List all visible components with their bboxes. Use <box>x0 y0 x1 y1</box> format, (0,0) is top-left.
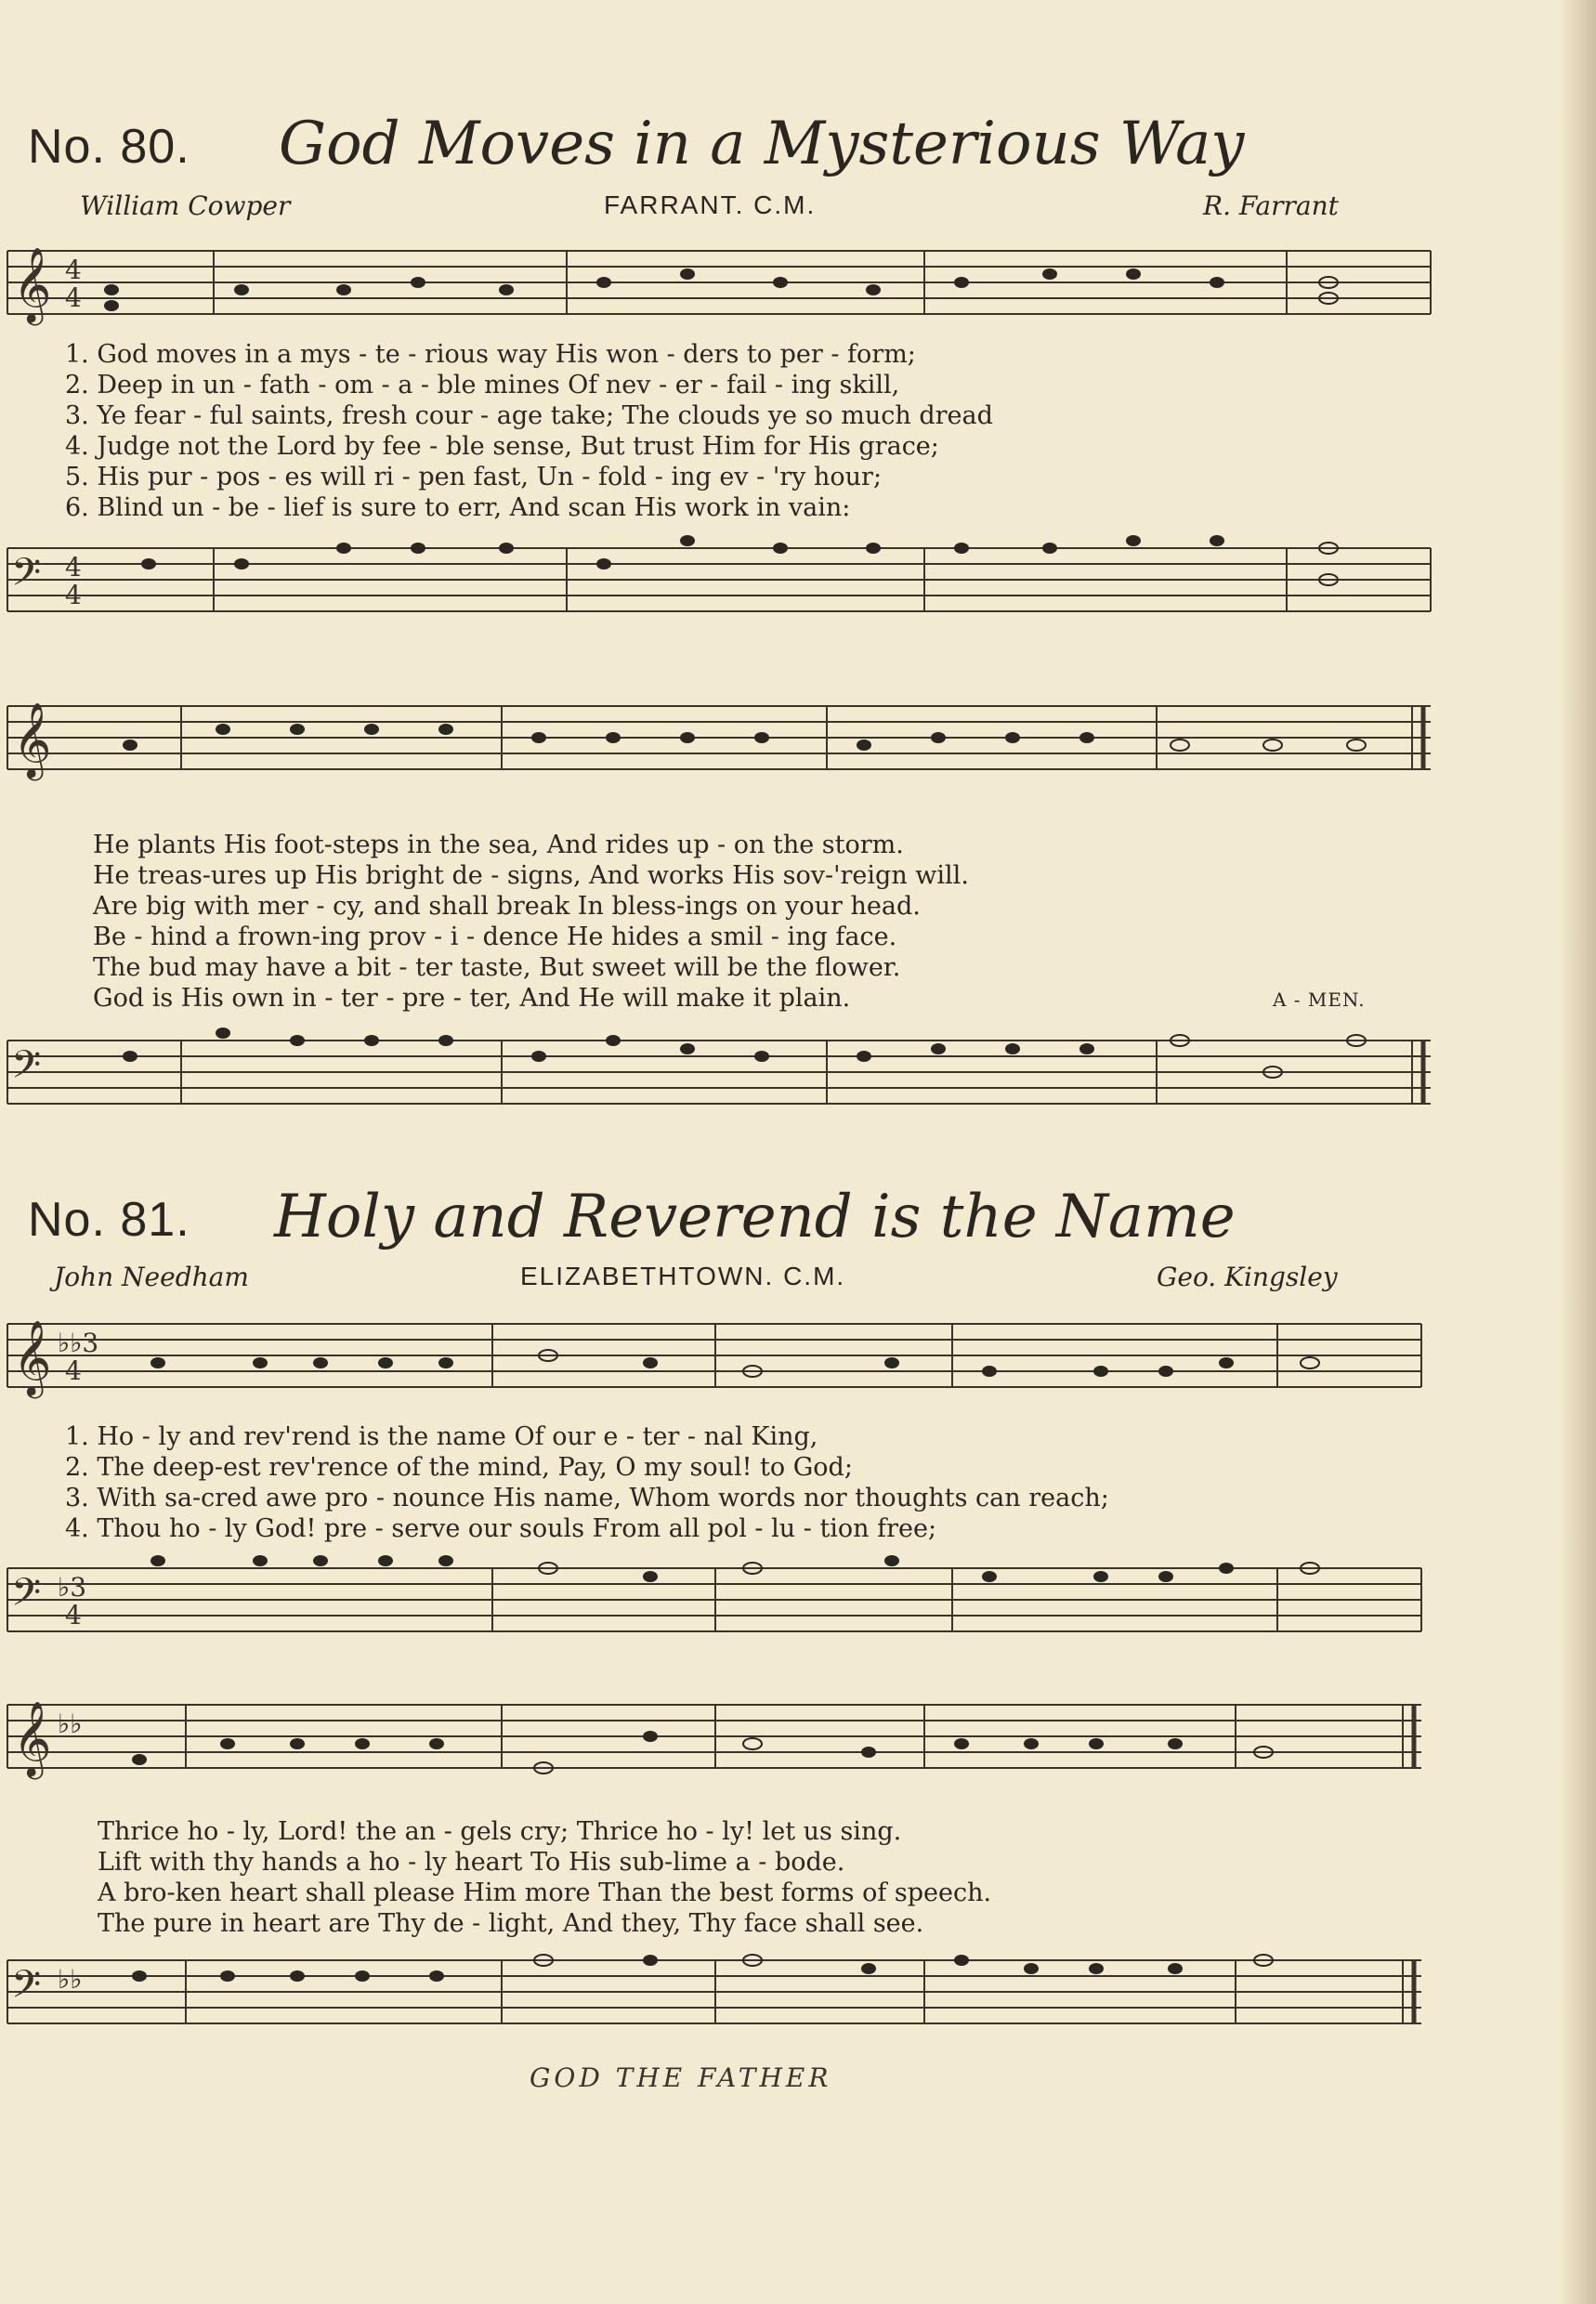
hymn-80-bass-staff-2 <box>0 1022 1596 1133</box>
verse-line: Lift with thy hands a ho - ly heart To His sub-lime a - bode. <box>98 1848 845 1877</box>
svg-text:♭3: ♭3 <box>58 1572 87 1603</box>
svg-text:4: 4 <box>65 282 82 313</box>
verse-line: He treas-ures up His bright de - signs, And works His sov-'reign will. <box>93 861 969 890</box>
hymn-81-title: Holy and Reverend is the Name <box>274 1183 1236 1251</box>
hymn-80-author: William Cowper <box>80 190 291 221</box>
verse-line: 4. Thou ho - ly God! pre - serve our souls From all pol - lu - tion free; <box>65 1514 937 1543</box>
hymn-81-treble-staff-2 <box>0 1686 1596 1807</box>
verse-line: 5. His pur - pos - es will ri - pen fast, Un - fold - ing ev - 'ry hour; <box>65 463 883 491</box>
hymn-80-verses-part-2 <box>93 830 969 1014</box>
hymn-81-verses-part-2 <box>98 1816 991 1939</box>
hymn-81-treble-staff-1 <box>0 1305 1596 1417</box>
svg-text:𝄢: 𝄢 <box>11 550 42 604</box>
verse-line: 6. Blind un - be - lief is sure to err, And scan His work in vain: <box>65 493 851 522</box>
svg-text:4: 4 <box>65 255 82 285</box>
svg-text:4: 4 <box>65 1600 82 1630</box>
hymn-81-number: No. 81. <box>28 1193 190 1247</box>
hymn-80-number: No. 80. <box>28 120 190 174</box>
hymn-81-bass-staff-2 <box>0 1942 1596 2053</box>
hymn-81-bass-staff-1 <box>0 1550 1596 1661</box>
hymn-81-author: John Needham <box>54 1262 249 1292</box>
hymn-80-treble-staff-2 <box>0 687 1596 808</box>
verse-line: He plants His foot-steps in the sea, And rides up - on the storm. <box>93 831 904 859</box>
hymn-80-bass-staff-1 <box>0 530 1596 641</box>
hymn-80-verses-part-1 <box>65 339 993 523</box>
hymn-80-tune: FARRANT. C.M. <box>604 190 817 219</box>
verse-line: The pure in heart are Thy de - light, And they, Thy face shall see. <box>98 1909 924 1938</box>
verse-line: Thrice ho - ly, Lord! the an - gels cry; Thrice ho - ly! let us sing. <box>98 1817 902 1846</box>
verse-line: 2. The deep-est rev'rence of the mind, Pay, O my soul! to God; <box>65 1453 853 1482</box>
hymn-81-composer: Geo. Kingsley <box>1157 1262 1338 1292</box>
page-footer-section: GOD THE FATHER <box>530 2062 832 2093</box>
hymn-80-amen: A - MEN. <box>1273 988 1366 1011</box>
hymn-81-verses-part-1 <box>65 1421 1109 1544</box>
verse-line: The bud may have a bit - ter taste, But sweet will be the flower. <box>93 953 901 982</box>
svg-text:4: 4 <box>65 552 82 583</box>
svg-text:♭♭3: ♭♭3 <box>58 1328 99 1358</box>
svg-text:𝄞: 𝄞 <box>13 1700 52 1776</box>
svg-text:4: 4 <box>65 1355 82 1386</box>
svg-text:𝄢: 𝄢 <box>11 1962 42 2016</box>
verse-line: 2. Deep in un - fath - om - a - ble mines Of nev - er - fail - ing skill, <box>65 371 900 399</box>
verse-line: 4. Judge not the Lord by fee - ble sense, But trust Him for His grace; <box>65 432 939 461</box>
verse-line: Be - hind a frown-ing prov - i - dence He hides a smil - ing face. <box>93 923 897 951</box>
hymn-80-composer: R. Farrant <box>1203 190 1339 221</box>
verse-line: 3. With sa-cred awe pro - nounce His name, Whom words nor thoughts can reach; <box>65 1484 1109 1512</box>
svg-text:♭♭: ♭♭ <box>58 1964 83 1995</box>
hymn-80-treble-staff-1 <box>0 232 1596 344</box>
svg-text:𝄢: 𝄢 <box>11 1042 42 1096</box>
hymn-80-title: God Moves in a Mysterious Way <box>279 110 1245 178</box>
verse-line: God is His own in - ter - pre - ter, And He will make it plain. <box>93 984 851 1013</box>
svg-text:𝄞: 𝄞 <box>13 701 52 778</box>
svg-text:4: 4 <box>65 580 82 610</box>
verse-line: A bro-ken heart shall please Him more Than the best forms of speech. <box>98 1879 992 1907</box>
svg-text:𝄞: 𝄞 <box>13 1319 52 1395</box>
svg-text:𝄞: 𝄞 <box>13 246 52 322</box>
hymn-81-tune: ELIZABETHTOWN. C.M. <box>520 1262 846 1290</box>
svg-text:𝄢: 𝄢 <box>11 1570 42 1624</box>
verse-line: 3. Ye fear - ful saints, fresh cour - age take; The clouds ye so much dread <box>65 401 993 430</box>
verse-line: Are big with mer - cy, and shall break In bless-ings on your head. <box>93 892 921 921</box>
svg-text:♭♭: ♭♭ <box>58 1708 83 1739</box>
verse-line: 1. Ho - ly and rev'rend is the name Of our e - ter - nal King, <box>65 1422 818 1451</box>
verse-line: 1. God moves in a mys - te - rious way His won - ders to per - form; <box>65 340 916 369</box>
